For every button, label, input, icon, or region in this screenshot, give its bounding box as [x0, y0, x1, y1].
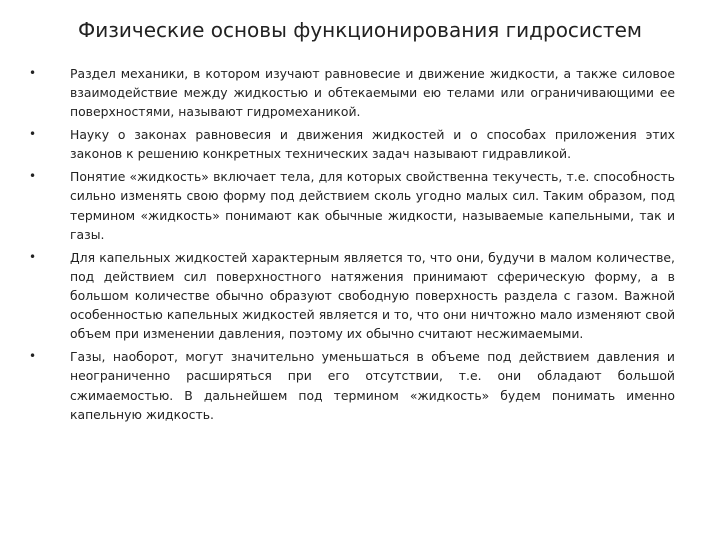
bullet-dot-icon: • [29, 249, 37, 264]
bullet-dot-icon: • [29, 169, 37, 184]
bullet-dot-icon: • [29, 66, 37, 80]
bullet-text: Раздел механики, в котором изучают равновесие и движение жидкости, а также силовое взаимодействие между жидкостью и обтекаемыми ею телами или ограничивающими ее поверхностями, называют гидромеханикой. [70, 66, 675, 120]
bullet-text: Понятие «жидкость» включает тела, для которых свойственна текучесть, т.е. способность сильно изменять свою форму под действием сколь угодно малых сил. Таким образом, под термином «жидкость» понимают как обычные жидкости, называемые капельными, так и газы. [70, 169, 675, 242]
slide-title: Физические основы функционирования гидросистем [78, 18, 642, 42]
bullet-item [29, 167, 675, 244]
bullet-list [29, 64, 675, 428]
bullet-item [29, 248, 675, 344]
bullet-text: Для капельных жидкостей характерным является то, что они, будучи в малом количестве, под действием сил поверхностного натяжения принимают сферическую форму, а в большом количестве обычно образуют свободную поверхность раздела с газом. Важной особенностью капельных жидкостей является и то, что они ничтожно мало изменяют свой объем при изменении давления, поэтому их обычно считают несжимаемыми. [70, 249, 675, 342]
bullet-dot-icon: • [29, 127, 37, 142]
bullet-text: Науку о законах равновесия и движения жидкостей и о способах приложения этих законов к решению конкретных технических задач называют гидравликой. [70, 127, 675, 162]
bullet-dot-icon: • [29, 349, 37, 364]
bullet-text: Газы, наоборот, могут значительно уменьшаться в объеме под действием давления и неограниченно расширяться при его отсутствии, т.е. они обладают большой сжимаемостью. В дальнейшем под термином «жидкость» будем понимать именно капельную жидкость. [70, 349, 675, 422]
bullet-item [29, 347, 675, 424]
bullet-item [29, 125, 675, 163]
bullet-item [29, 64, 675, 122]
